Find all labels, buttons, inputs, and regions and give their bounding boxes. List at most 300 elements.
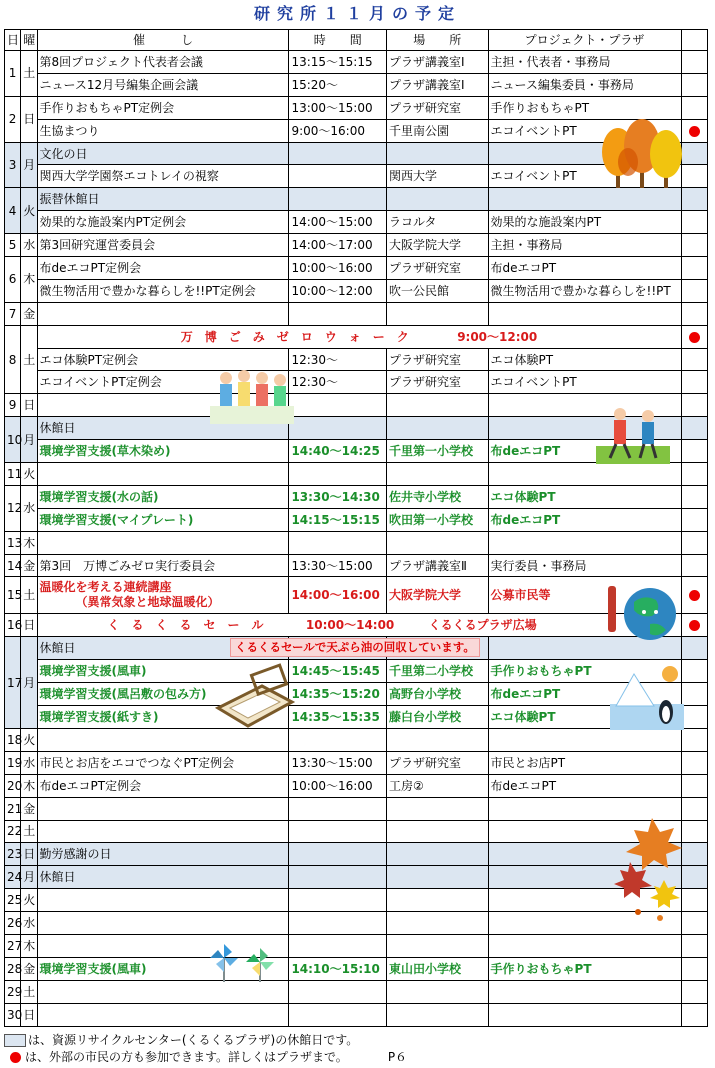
place-cell: 東山田小学校	[386, 957, 488, 980]
weekday: 月	[21, 142, 37, 188]
table-row	[5, 957, 708, 980]
participation-dot-icon	[689, 126, 700, 137]
time-cell: 14:00～17:00	[289, 234, 387, 257]
time-cell	[289, 394, 387, 417]
participation-dot-icon	[10, 1052, 21, 1063]
banner-place: くるくるプラザ広場	[428, 618, 537, 633]
place-cell: 大阪学院大学	[386, 577, 488, 614]
banner-cell	[37, 614, 681, 637]
project-cell: 布deエコPT	[488, 683, 681, 706]
project-cell: ニュース編集委員・事務局	[488, 73, 681, 96]
time-cell: 13:30～15:00	[289, 751, 387, 774]
event-cell	[37, 463, 289, 486]
place-cell: プラザ講義室Ⅰ	[386, 51, 488, 74]
day-number: 10	[5, 417, 21, 463]
event-cell: 休館日	[37, 637, 289, 660]
legend-closed-day	[4, 1032, 407, 1049]
table-row	[5, 554, 708, 577]
mark-cell	[681, 188, 707, 211]
event-cell: 振替休館日	[37, 188, 289, 211]
project-cell: エコイベントPT	[488, 119, 681, 142]
weekday: 火	[21, 728, 37, 751]
place-cell: 大阪学院大学	[386, 234, 488, 257]
time-cell: 15:20～	[289, 73, 387, 96]
time-cell	[289, 463, 387, 486]
time-cell: 9:00～16:00	[289, 119, 387, 142]
table-row	[5, 866, 708, 889]
day-number: 18	[5, 728, 21, 751]
table-row	[5, 577, 708, 614]
time-cell: 10:00～16:00	[289, 774, 387, 797]
place-cell: 吹一公民館	[386, 279, 488, 302]
time-cell: 13:30～15:00	[289, 554, 387, 577]
mark-cell	[681, 302, 707, 325]
event-cell: 休館日	[37, 866, 289, 889]
weekday: 土	[21, 577, 37, 614]
participation-dot-icon	[689, 590, 700, 601]
table-row	[5, 728, 708, 751]
table-row	[5, 980, 708, 1003]
table-row	[5, 325, 708, 348]
table-row	[5, 302, 708, 325]
weekday: 火	[21, 889, 37, 912]
weekday: 月	[21, 417, 37, 463]
mark-cell	[681, 371, 707, 394]
time-cell	[289, 980, 387, 1003]
table-row	[5, 660, 708, 683]
project-cell: エコ体験PT	[488, 348, 681, 371]
event-cell: 関西大学学園祭エコトレイの視察	[37, 165, 289, 188]
table-row	[5, 51, 708, 74]
weekday: 木	[21, 257, 37, 303]
mark-cell	[681, 683, 707, 706]
day-number: 8	[5, 325, 21, 394]
event-cell: 生協まつり	[37, 119, 289, 142]
event-cell: 第8回プロジェクト代表者会議	[37, 51, 289, 74]
time-cell	[289, 797, 387, 820]
place-cell: 千里第一小学校	[386, 440, 488, 463]
place-cell	[386, 531, 488, 554]
day-number: 28	[5, 957, 21, 980]
mark-cell	[681, 774, 707, 797]
project-cell: 布deエコPT	[488, 257, 681, 280]
mark-cell	[681, 706, 707, 729]
weekday: 火	[21, 463, 37, 486]
time-cell: 14:15～15:15	[289, 508, 387, 531]
header-place: 場 所	[386, 30, 488, 51]
page-number: P６	[387, 1050, 408, 1064]
legend	[4, 1032, 407, 1066]
project-cell	[488, 980, 681, 1003]
project-cell: エコイベントPT	[488, 371, 681, 394]
weekday: 土	[21, 820, 37, 843]
mark-cell	[681, 957, 707, 980]
table-row	[5, 934, 708, 957]
mark-cell	[681, 637, 707, 660]
paper-frame-icon	[208, 668, 296, 734]
weekday: 日	[21, 96, 37, 142]
hikers-illustration-icon	[596, 402, 670, 464]
time-cell: 14:00～16:00	[289, 577, 387, 614]
banner-cell	[37, 325, 681, 348]
table-row	[5, 279, 708, 302]
time-cell	[289, 165, 387, 188]
time-cell	[289, 1003, 387, 1026]
earth-globe-icon	[604, 584, 684, 644]
weekday: 火	[21, 188, 37, 234]
place-cell: 千里南公園	[386, 119, 488, 142]
place-cell: 佐井寺小学校	[386, 485, 488, 508]
weekday: 月	[21, 866, 37, 889]
day-number: 6	[5, 257, 21, 303]
event-cell	[37, 820, 289, 843]
place-cell	[386, 912, 488, 935]
autumn-trees-icon	[598, 118, 686, 190]
place-cell: プラザ研究室	[386, 371, 488, 394]
event-cell: エコ体験PT定例会	[37, 348, 289, 371]
project-cell	[488, 302, 681, 325]
banner-event: 万 博 ご み ゼ ロ ウ ォ ー ク	[180, 329, 409, 344]
table-row	[5, 371, 708, 394]
day-number: 3	[5, 142, 21, 188]
table-row	[5, 614, 708, 637]
event-cell: 勤労感謝の日	[37, 843, 289, 866]
table-row	[5, 706, 708, 729]
table-row	[5, 912, 708, 935]
place-cell: プラザ講義室Ⅱ	[386, 554, 488, 577]
table-row	[5, 889, 708, 912]
header-row	[5, 30, 708, 51]
oil-collection-notice: くるくるセールで天ぷら油の回収しています。	[230, 638, 480, 657]
day-number: 24	[5, 866, 21, 889]
banner-event: く る く る セ ー ル	[107, 618, 264, 633]
day-number: 16	[5, 614, 21, 637]
event-cell	[37, 912, 289, 935]
place-cell	[386, 889, 488, 912]
place-cell: 藤白台小学校	[386, 706, 488, 729]
time-cell: 14:10～15:10	[289, 957, 387, 980]
event-cell: 文化の日	[37, 142, 289, 165]
event-cell: 環境学習支援(風車)	[37, 660, 289, 683]
mark-cell	[681, 508, 707, 531]
weekday: 土	[21, 325, 37, 394]
place-cell	[386, 142, 488, 165]
weekday: 金	[21, 957, 37, 980]
event-cell: 環境学習支援(マイプレート)	[37, 508, 289, 531]
time-cell	[289, 728, 387, 751]
event-cell: 環境学習支援(紙すき)	[37, 706, 289, 729]
event-cell: 微生物活用で豊かな暮らしを!!PT定例会	[37, 279, 289, 302]
table-row	[5, 485, 708, 508]
project-cell	[488, 531, 681, 554]
time-cell	[289, 934, 387, 957]
weekday: 水	[21, 234, 37, 257]
table-row	[5, 96, 708, 119]
day-number: 26	[5, 912, 21, 935]
maple-leaves-icon	[612, 814, 686, 924]
mark-cell	[681, 234, 707, 257]
header-day: 日	[5, 30, 21, 51]
weekday: 木	[21, 531, 37, 554]
event-cell: 環境学習支援(風車)	[37, 957, 289, 980]
place-cell: プラザ研究室	[386, 257, 488, 280]
table-row	[5, 774, 708, 797]
table-row	[5, 234, 708, 257]
weekday: 日	[21, 1003, 37, 1026]
legend-closed-text: は、資源リサイクルセンター(くるくるプラザ)の休館日です。	[28, 1033, 359, 1047]
weekday: 水	[21, 751, 37, 774]
table-row	[5, 463, 708, 486]
place-cell	[386, 843, 488, 866]
project-cell: 布deエコPT	[488, 774, 681, 797]
iceberg-penguin-icon	[610, 664, 684, 730]
weekday: 木	[21, 934, 37, 957]
time-cell	[289, 531, 387, 554]
project-cell: 布deエコPT	[488, 440, 681, 463]
mark-cell	[681, 554, 707, 577]
event-cell: 第3回 万博ごみゼロ実行委員会	[37, 554, 289, 577]
time-cell: 13:00～15:00	[289, 96, 387, 119]
weekday: 土	[21, 980, 37, 1003]
event-cell: 布deエコPT定例会	[37, 774, 289, 797]
mark-cell	[681, 440, 707, 463]
place-cell	[386, 1003, 488, 1026]
place-cell	[386, 797, 488, 820]
day-number: 12	[5, 485, 21, 531]
place-cell	[386, 463, 488, 486]
table-row	[5, 188, 708, 211]
project-cell	[488, 1003, 681, 1026]
project-cell	[488, 463, 681, 486]
project-cell: 市民とお店PT	[488, 751, 681, 774]
place-cell: プラザ研究室	[386, 348, 488, 371]
project-cell: エコ体験PT	[488, 485, 681, 508]
event-cell: 市民とお店をエコでつなぐPT定例会	[37, 751, 289, 774]
project-cell: 手作りおもちゃPT	[488, 96, 681, 119]
time-cell	[289, 417, 387, 440]
mark-cell	[681, 1003, 707, 1026]
mark-cell	[681, 531, 707, 554]
event-cell: 手作りおもちゃPT定例会	[37, 96, 289, 119]
mark-cell	[681, 463, 707, 486]
mark-cell	[681, 577, 707, 614]
event-cell: ニュース12月号編集企画会議	[37, 73, 289, 96]
place-cell: 工房②	[386, 774, 488, 797]
event-cell	[37, 797, 289, 820]
time-cell: 14:00～15:00	[289, 211, 387, 234]
table-row	[5, 73, 708, 96]
place-cell	[386, 417, 488, 440]
event-cell: 環境学習支援(草木染め)	[37, 440, 289, 463]
lecture-subtitle: （異常気象と地球温暖化）	[75, 595, 220, 610]
project-cell	[488, 728, 681, 751]
time-cell: 12:30～	[289, 348, 387, 371]
participation-dot-icon	[689, 332, 700, 343]
mark-cell	[681, 934, 707, 957]
day-number: 7	[5, 302, 21, 325]
time-cell	[289, 912, 387, 935]
mark-cell	[681, 51, 707, 74]
mark-cell	[681, 660, 707, 683]
participation-dot-icon	[689, 620, 700, 631]
project-cell	[488, 188, 681, 211]
place-cell	[386, 188, 488, 211]
walkers-illustration-icon	[210, 366, 294, 424]
mark-cell	[681, 751, 707, 774]
time-cell	[289, 188, 387, 211]
mark-cell	[681, 279, 707, 302]
project-cell: エコイベントPT	[488, 165, 681, 188]
weekday: 日	[21, 394, 37, 417]
banner-time: 9:00～12:00	[457, 329, 538, 344]
time-cell	[289, 820, 387, 843]
project-cell: 手作りおもちゃPT	[488, 660, 681, 683]
time-cell: 14:35～15:35	[289, 706, 387, 729]
table-row	[5, 348, 708, 371]
time-cell: 14:40～14:25	[289, 440, 387, 463]
weekday: 金	[21, 797, 37, 820]
place-cell: 千里第二小学校	[386, 660, 488, 683]
place-cell: プラザ研究室	[386, 96, 488, 119]
place-cell	[386, 728, 488, 751]
table-row	[5, 257, 708, 280]
event-cell	[37, 577, 289, 614]
place-cell	[386, 980, 488, 1003]
project-cell: 微生物活用で豊かな暮らしを!!PT	[488, 279, 681, 302]
place-cell	[386, 866, 488, 889]
day-number: 11	[5, 463, 21, 486]
mark-cell	[681, 325, 707, 348]
banner-time: 10:00～14:00	[305, 618, 395, 633]
day-number: 5	[5, 234, 21, 257]
event-cell	[37, 1003, 289, 1026]
day-number: 15	[5, 577, 21, 614]
day-number: 4	[5, 188, 21, 234]
mark-cell	[681, 980, 707, 1003]
time-cell: 10:00～16:00	[289, 257, 387, 280]
day-number: 27	[5, 934, 21, 957]
place-cell	[386, 302, 488, 325]
project-cell: エコ体験PT	[488, 706, 681, 729]
table-row	[5, 820, 708, 843]
weekday: 水	[21, 912, 37, 935]
mark-cell	[681, 73, 707, 96]
project-cell	[488, 934, 681, 957]
project-cell: 主担・代表者・事務局	[488, 51, 681, 74]
day-number: 20	[5, 774, 21, 797]
mark-cell	[681, 257, 707, 280]
place-cell	[386, 394, 488, 417]
table-row	[5, 843, 708, 866]
event-cell	[37, 889, 289, 912]
weekday: 日	[21, 843, 37, 866]
time-cell: 12:30～	[289, 371, 387, 394]
event-cell	[37, 302, 289, 325]
event-cell: 布deエコPT定例会	[37, 257, 289, 280]
table-row	[5, 797, 708, 820]
event-cell: エコイベントPT定例会	[37, 371, 289, 394]
page-title: 研究所１１月の予定	[253, 4, 461, 23]
weekday: 木	[21, 774, 37, 797]
place-cell: ラコルタ	[386, 211, 488, 234]
mark-cell	[681, 485, 707, 508]
place-cell: 吹田第一小学校	[386, 508, 488, 531]
table-row	[5, 211, 708, 234]
mark-cell	[681, 417, 707, 440]
header-event: 催 し	[37, 30, 289, 51]
mark-cell	[681, 211, 707, 234]
time-cell: 14:35～15:20	[289, 683, 387, 706]
time-cell: 14:45～15:45	[289, 660, 387, 683]
day-number: 9	[5, 394, 21, 417]
project-cell: 公募市民等	[488, 577, 681, 614]
event-cell	[37, 531, 289, 554]
shaded-box-icon	[4, 1034, 26, 1047]
mark-cell	[681, 96, 707, 119]
header-project: プロジェクト・プラザ	[488, 30, 681, 51]
project-cell: 効果的な施設案内PT	[488, 211, 681, 234]
time-cell	[289, 889, 387, 912]
mark-cell	[681, 614, 707, 637]
day-number: 19	[5, 751, 21, 774]
event-cell: 環境学習支援(水の話)	[37, 485, 289, 508]
day-number: 22	[5, 820, 21, 843]
event-cell: 効果的な施設案内PT定例会	[37, 211, 289, 234]
weekday: 月	[21, 637, 37, 729]
day-number: 23	[5, 843, 21, 866]
time-cell: 13:30～14:30	[289, 485, 387, 508]
place-cell	[386, 820, 488, 843]
event-cell: 第3回研究運営委員会	[37, 234, 289, 257]
mark-cell	[681, 394, 707, 417]
project-cell: 手作りおもちゃPT	[488, 957, 681, 980]
time-cell: 10:00～12:00	[289, 279, 387, 302]
time-cell	[289, 866, 387, 889]
day-number: 21	[5, 797, 21, 820]
day-number: 30	[5, 1003, 21, 1026]
day-number: 14	[5, 554, 21, 577]
place-cell: プラザ研究室	[386, 751, 488, 774]
header-weekday: 曜	[21, 30, 37, 51]
header-mark	[681, 30, 707, 51]
weekday: 金	[21, 302, 37, 325]
mark-cell	[681, 728, 707, 751]
pinwheels-icon	[206, 940, 276, 982]
project-cell: 主担・事務局	[488, 234, 681, 257]
table-row	[5, 683, 708, 706]
day-number: 2	[5, 96, 21, 142]
place-cell: 関西大学	[386, 165, 488, 188]
day-number: 17	[5, 637, 21, 729]
day-number: 25	[5, 889, 21, 912]
table-row	[5, 751, 708, 774]
weekday: 土	[21, 51, 37, 97]
weekday: 水	[21, 485, 37, 531]
place-cell	[386, 934, 488, 957]
project-cell: 実行委員・事務局	[488, 554, 681, 577]
event-cell: 環境学習支援(風呂敷の包み方)	[37, 683, 289, 706]
project-cell: 布deエコPT	[488, 508, 681, 531]
table-row	[5, 508, 708, 531]
lecture-title: 温暖化を考える連続講座	[39, 580, 172, 595]
time-cell	[289, 843, 387, 866]
mark-cell	[681, 348, 707, 371]
table-row	[5, 1003, 708, 1026]
header-time: 時 間	[289, 30, 387, 51]
place-cell: プラザ講義室Ⅰ	[386, 73, 488, 96]
event-cell: 休館日	[37, 417, 289, 440]
weekday: 日	[21, 614, 37, 637]
